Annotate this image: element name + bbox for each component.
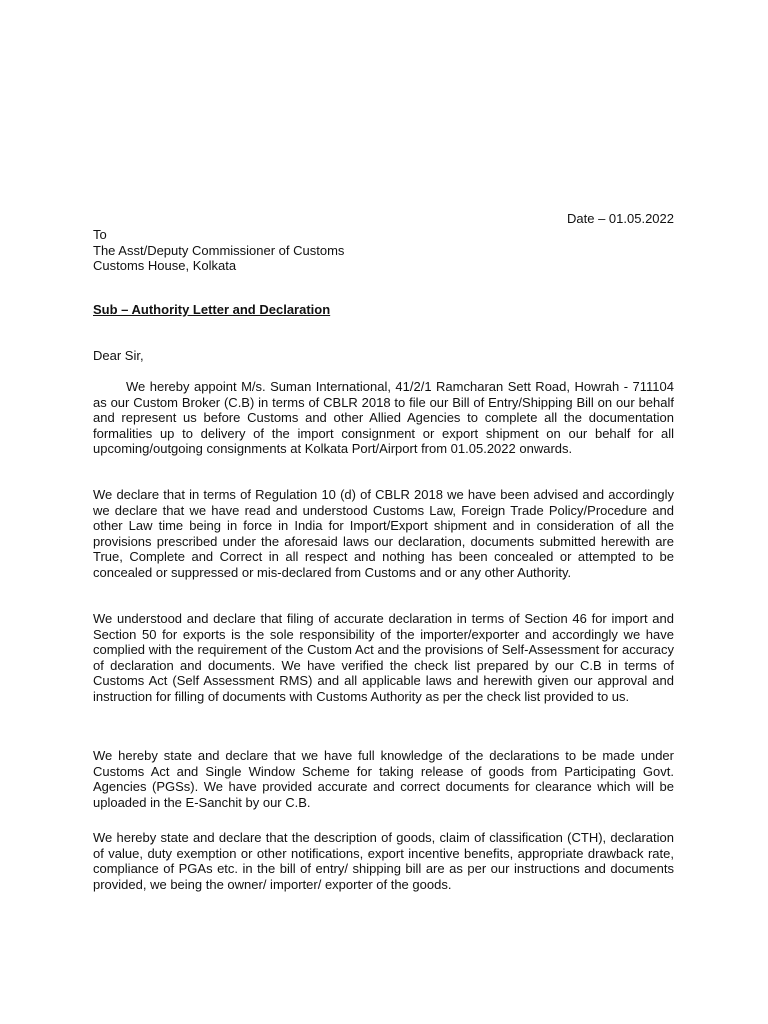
address-line-location: Customs House, Kolkata bbox=[93, 258, 237, 274]
address-line-recipient: The Asst/Deputy Commissioner of Customs bbox=[93, 242, 345, 258]
paragraph-declaration-cblr: We declare that in terms of Regulation 10 (d) of CBLR 2018 we have been advised and accordingly we declare that we have read and understood Customs Law, Foreign Trade Policy/Procedure and other Law time being in force in India for Import/Export shipment and in consideration of all the provisions prescribed under the aforesaid laws our declaration, documents submitted herewith are True, Complete and Correct in all respect and nothing has been concealed or attempted to be concealed or suppressed or mis-declared from Customs and or any other Authority. bbox=[93, 487, 674, 580]
paragraph-appointment: We hereby appoint M/s. Suman International, 41/2/1 Ramcharan Sett Road, Howrah - 711104 as our Custom Broker (C.B) in terms of CBLR 2018 to file our Bill of Entry/Shipping Bill on our behalf and represent us before Customs and other Allied Agencies to complete all the documentation formalities up to delivery of the import consignment or export shipment on our behalf for all upcoming/outgoing consignments at Kolkata Port/Airport from 01.05.2022 onwards. bbox=[93, 379, 674, 457]
letter-date: Date – 01.05.2022 bbox=[567, 211, 674, 226]
paragraph-goods-description: We hereby state and declare that the description of goods, claim of classification (CTH), declaration of value, duty exemption or other notifications, export incentive benefits, appropriate drawback rate, compliance of PGAs etc. in the bill of entry/ shipping bill are as per our instructions and documents provided, we being the owner/ importer/ exporter of the goods. bbox=[93, 830, 674, 892]
address-line-to: To bbox=[93, 227, 107, 242]
recipient-address bbox=[93, 227, 344, 274]
salutation: Dear Sir, bbox=[93, 348, 144, 363]
paragraph-single-window: We hereby state and declare that we have full knowledge of the declarations to be made under Customs Act and Single Window Scheme for taking release of goods from Participating Govt. Agencies (PGSs). We have provided accurate and correct documents for clearance which will be uploaded in the E-Sanchit by our C.B. bbox=[93, 748, 674, 810]
letter-subject: Sub – Authority Letter and Declaration bbox=[93, 302, 331, 317]
paragraph-filing-responsibility: We understood and declare that filing of accurate declaration in terms of Section 46 for import and Section 50 for exports is the sole responsibility of the importer/exporter and accordingly we have complied with the requirement of the Custom Act and the provisions of Self-Assessment for accuracy of declaration and documents. We have verified the check list prepared by our C.B in terms of Customs Act (Self Assessment RMS) and all applicable laws and herewith given our approval and instruction for filling of documents with Customs Authority as per the check list provided to us. bbox=[93, 611, 674, 704]
